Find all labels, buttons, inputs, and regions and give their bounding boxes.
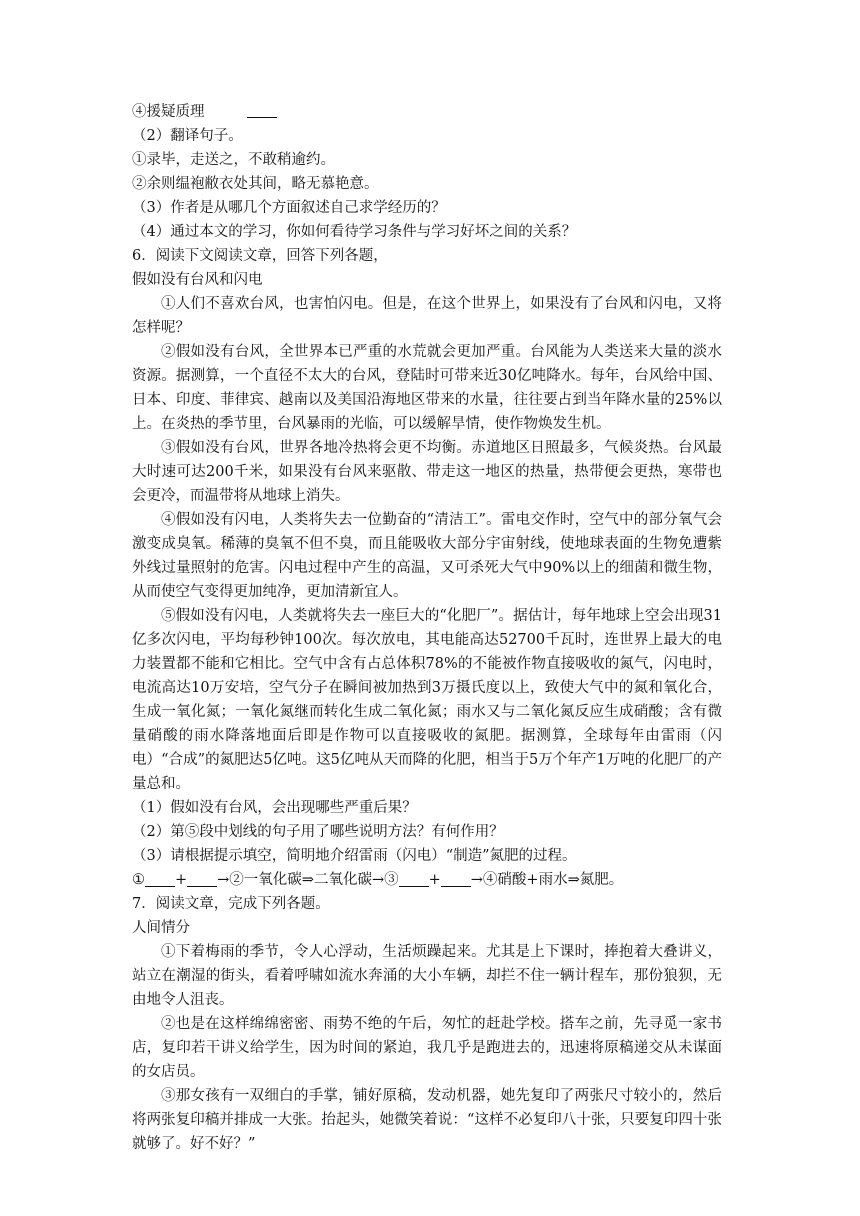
q7-paragraph-2: ②也是在这样绵绵密密、雨势不绝的午后，匆忙的赶赴学校。搭车之前，先寻觅一家书店，复印若干讲义给学生，因为时间的紧迫，我几乎是跑进去的，迅速将原稿递交从未谋面的女店员。 <box>132 1016 722 1080</box>
q6-subquestion-3: （3）请根据提示填空，简明地介绍雷雨（闪电）“制造”氮肥的过程。 <box>132 848 577 864</box>
q6-subquestion-2: （2）第⑤段中划线的句子用了哪些说明方法？有何作用？ <box>132 824 504 840</box>
q6-paragraph-4: ④假如没有闪电，人类将失去一位勤奋的“清洁工”。雷电交作时，空气中的部分氧气会激变成臭氧。稀薄的臭氧不但不臭，而且能吸收大部分宇宙射线，使地球表面的生物免遭紫外线过量照射的危害。闪电过程中产生的高温，又可杀死大气中90%以上的细菌和微生物，从而使空气变得更加纯净，更加清新宜人。 <box>132 512 722 600</box>
q5-item-4-text: ④援疑质理 <box>132 104 205 120</box>
answer-blank <box>247 101 277 118</box>
fill-blank-1 <box>145 872 175 887</box>
q6-paragraph-5: ⑤假如没有闪电，人类就将失去一座巨大的“化肥厂”。据估计，每年地球上空会出现31亿多次闪电，平均每秒钟100次。每次放电，其电能高达52700千瓦时，连世界上最大的电力装置都不能和它相比。空气中含有占总体积78%的不能被作物直接吸收的氮气，闪电时，电流高达10万安培，空气分子在瞬间被加热到3万摄氏度以上，致使大气中的氮和氧化合，生成一氧化氮；一氧化氮继而转化生成二氧化氮；雨水又与二氧化氮反应生成硝酸；含有微量硝酸的雨水降落地面后即是作物可以直接吸收的氮肥。据测算，全球每年由雷雨（闪电）“合成”的氮肥达5亿吨。这5亿吨从天而降的化肥，相当于5万个年产1万吨的化肥厂的产量总和。 <box>132 608 722 792</box>
q5-subquestion-4: （4）通过本文的学习，你如何看待学习条件与学习好坏之间的关系？ <box>132 224 577 240</box>
q7-heading: 7．阅读文章，完成下列各题。 <box>132 896 330 912</box>
q6-paragraph-1: ①人们不喜欢台风，也害怕闪电。但是，在这个世界上，如果没有了台风和闪电，又将怎样呢？ <box>132 296 722 336</box>
fill-step-4: →④硝酸+雨水⇒氮肥。 <box>470 872 624 888</box>
q7-paragraph-3: ③那女孩有一双细白的手掌，铺好原稿，发动机器，她先复印了两张尺寸较小的，然后将两张复印稿并排成一大张。抬起头，她微笑着说：“这样不必复印八十张，只要复印四十张就够了。好不好？” <box>132 1088 722 1152</box>
q6-article-title: 假如没有台风和闪电 <box>132 272 263 288</box>
document-content <box>132 100 722 1156</box>
fill-blank-2 <box>187 872 217 887</box>
q6-fill-in-line <box>132 868 722 892</box>
fill-blank-3 <box>399 872 429 887</box>
fill-plus-1: + <box>175 872 188 888</box>
fill-plus-2: + <box>428 872 441 888</box>
q6-subquestion-1: （1）假如没有台风，会出现哪些严重后果？ <box>132 800 417 816</box>
fill-blank-4 <box>441 872 471 887</box>
q6-paragraph-3: ③假如没有台风，世界各地冷热将会更不均衡。赤道地区日照最多，气候炎热。台风最大时速可达200千米，如果没有台风来驱散、带走这一地区的热量，热带便会更热，寒带也会更冷，而温带将从地球上消失。 <box>132 440 722 504</box>
q7-article-title: 人间情分 <box>132 920 190 936</box>
q5-subquestion-2: （2）翻译句子。 <box>132 128 243 144</box>
fill-step-1: ① <box>132 872 145 888</box>
q6-heading: 6．阅读下文阅读文章，回答下列各题， <box>132 248 388 264</box>
q6-paragraph-2: ②假如没有台风，全世界本已严重的水荒就会更加严重。台风能为人类送来大量的淡水资源。据测算，一个直径不太大的台风，登陆时可带来近30亿吨降水。每年，台风给中国、日本、印度、菲律宾、越南以及美国沿海地区带来的水量，往往要占到当年降水量的25%以上。在炎热的季节里，台风暴雨的光临，可以缓解旱情，使作物焕发生机。 <box>132 344 722 432</box>
q5-sentence-2: ②余则缊袍敝衣处其间，略无慕艳意。 <box>132 176 379 192</box>
q7-paragraph-1: ①下着梅雨的季节，令人心浮动，生活烦躁起来。尤其是上下课时，捧抱着大叠讲义，站立在潮湿的街头，看着呼啸如流水奔涌的大小车辆，却拦不住一辆计程车，那份狼狈，无由地令人沮丧。 <box>132 944 722 1008</box>
q5-sentence-1: ①录毕，走送之，不敢稍逾约。 <box>132 152 335 168</box>
q5-item-4 <box>132 100 722 124</box>
fill-step-2: →②一氧化碳⇒二氧化碳→③ <box>217 872 399 888</box>
q5-subquestion-3: （3）作者是从哪几个方面叙述自己求学经历的？ <box>132 200 446 216</box>
